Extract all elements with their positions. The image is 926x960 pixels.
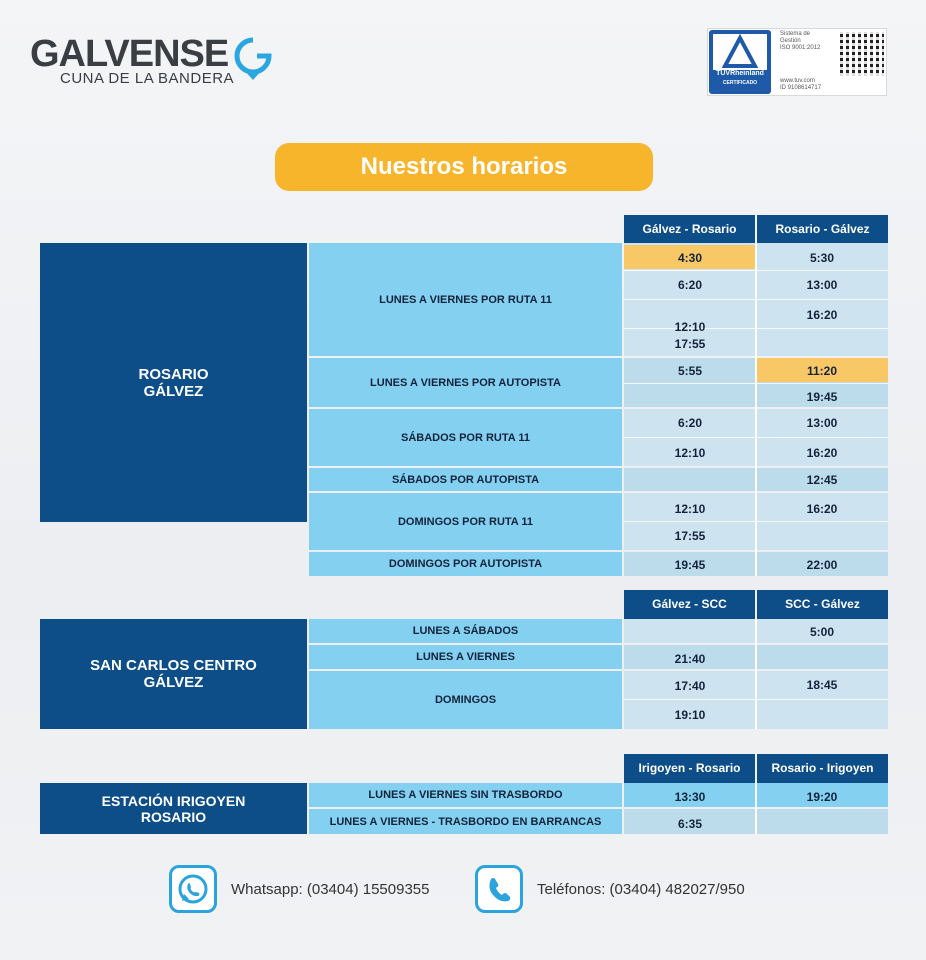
cert-text-5: ID 9108614717 [780,85,822,91]
time-cell: 5:55 [677,364,703,378]
s2-route-line2: GÁLVEZ [143,674,204,691]
time-cell: 17:40 [674,679,706,693]
tuv-logo-icon [713,34,767,70]
time-cell: 6:35 [677,817,703,831]
time-cell: 16:20 [806,502,838,516]
s3-row2-label: LUNES A VIERNES - TRASBORDO EN BARRANCAS [309,809,622,834]
time-cell: 13:00 [806,278,838,292]
cert-text-3: ISO 9001:2012 [780,45,821,51]
time-cell: 16:20 [806,446,838,460]
time-cell: 12:10 [674,446,706,460]
s1-header-col2: Rosario - Gálvez [757,215,888,244]
time-cell: 19:10 [674,708,706,722]
time-cell: 5:30 [809,251,835,265]
time-cell: 22:00 [806,558,838,572]
time-cell: 17:55 [674,529,706,543]
time-cell: 16:20 [806,308,838,322]
s3-route-line2: ROSARIO [140,808,207,825]
time-cell: 21:40 [674,652,706,666]
time-cell: 12:45 [806,473,838,487]
s1-row6-label: DOMINGOS POR AUTOPISTA [309,552,622,576]
s2-route-line1: SAN CARLOS CENTRO [90,657,257,674]
s2-row2-label: LUNES A VIERNES [309,645,622,669]
s1-row1-label: LUNES A VIERNES POR RUTA 11 [309,243,622,356]
time-cell: 19:45 [806,390,838,404]
phone-contact[interactable]: Teléfonos: (03404) 482027/950 [537,881,745,898]
s3-header-col1: Irigoyen - Rosario [624,754,755,783]
tuv-logo-sub: CERTIFICADO [722,80,758,86]
cert-text-2: Gestión [780,38,801,44]
brand-logo-text: GALVENSE [30,33,229,75]
s1-row2-label: LUNES A VIERNES POR AUTOPISTA [309,358,622,407]
s2-row3-label: DOMINGOS [309,671,622,729]
time-cell: 13:00 [806,416,838,430]
s3-row1-label: LUNES A VIERNES SIN TRASBORDO [309,783,622,807]
s1-row5-label: DOMINGOS POR RUTA 11 [309,493,622,550]
s1-route-line2: GÁLVEZ [143,382,204,400]
s1-route-group [40,243,307,522]
s3-route-line1: ESTACIÓN IRIGOYEN [101,792,246,809]
time-cell: 5:00 [809,625,835,639]
time-cell: 6:20 [677,278,703,292]
whatsapp-icon[interactable] [169,865,217,913]
phone-icon[interactable] [475,865,523,913]
whatsapp-contact[interactable]: Whatsapp: (03404) 15509355 [231,881,430,898]
time-cell: 19:20 [806,790,838,804]
column-divider [755,243,757,576]
s1-header-col1: Gálvez - Rosario [624,215,755,244]
cert-text-4: www.tuv.com [780,78,815,84]
time-cell: 6:20 [677,416,703,430]
time-cell: 12:10 [674,320,706,334]
page-title: Nuestros horarios [275,143,653,191]
time-cell: 12:10 [674,502,706,516]
time-cell: 17:55 [674,337,706,351]
brand-tagline: CUNA DE LA BANDERA [60,70,235,87]
s3-header-col2: Rosario - Irigoyen [757,754,888,783]
time-cell: 4:30 [677,251,703,265]
s2-header-col1: Gálvez - SCC [624,590,755,619]
s2-header-col2: SCC - Gálvez [757,590,888,619]
s1-route-line1: ROSARIO [138,365,209,383]
s2-route-group [40,619,307,729]
time-cell: 13:30 [674,790,706,804]
time-cell: 19:45 [674,558,706,572]
brand-logo-g-icon [233,36,273,82]
s2-row1-label: LUNES A SÁBADOS [309,619,622,643]
time-cell: 11:20 [806,364,838,378]
tuv-logo-label: TÜVRheinland [716,70,764,77]
s3-route-group [40,783,307,834]
s1-row3-label: SÁBADOS POR RUTA 11 [309,409,622,466]
time-cell: 18:45 [806,678,838,692]
qr-code-icon [840,32,884,76]
cert-text-1: Sistema de [780,31,811,37]
s1-row4-label: SÁBADOS POR AUTOPISTA [309,468,622,491]
